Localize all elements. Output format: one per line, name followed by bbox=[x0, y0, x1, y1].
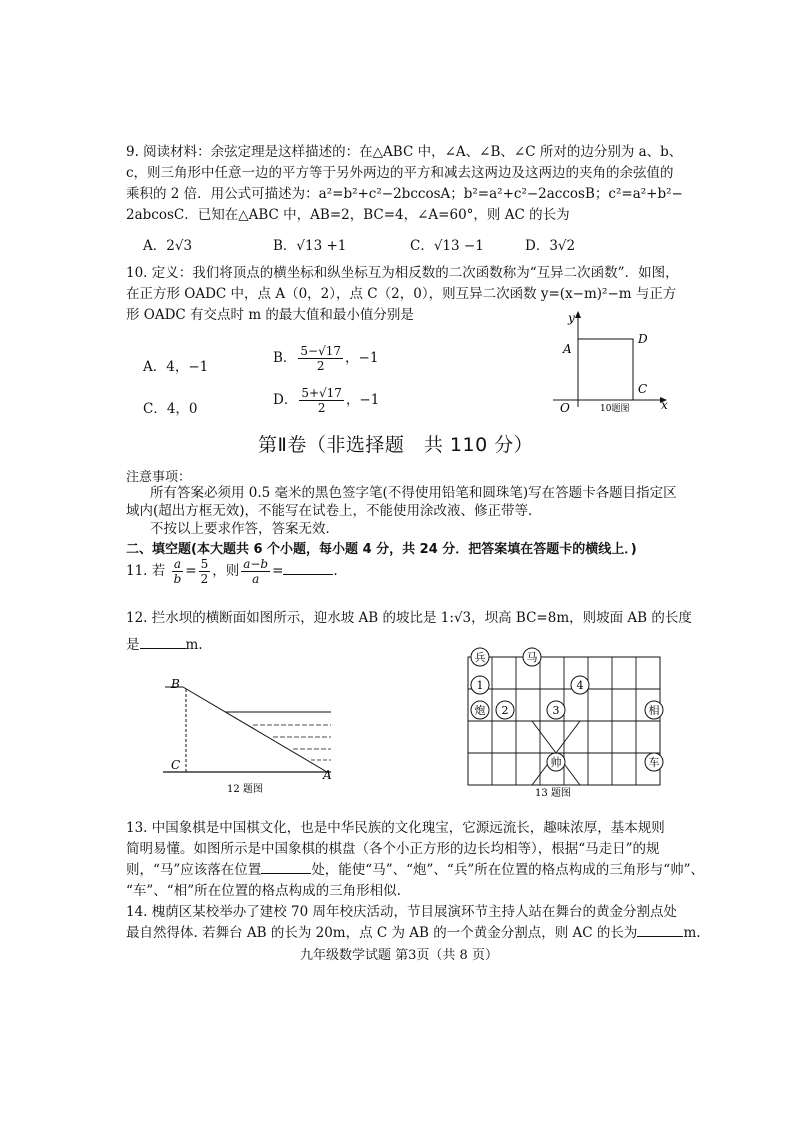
q14-line-2-suffix: m. bbox=[683, 925, 701, 941]
q10-label-a: A bbox=[563, 342, 572, 356]
q14-line-2 bbox=[126, 923, 701, 943]
q11-fraction-3 bbox=[241, 557, 270, 586]
q12-slope-ab bbox=[183, 687, 327, 772]
q9-option-b: B．√13 +1 bbox=[273, 238, 347, 254]
q10-option-d-prefix: D． bbox=[273, 392, 298, 408]
q14-line-1: 14. 槐荫区某校举办了建校 70 周年校庆活动，节目展演环节主持人站在舞台的黄金分割点处 bbox=[126, 904, 678, 920]
q10-option-d bbox=[273, 386, 379, 415]
q13-line-4: “车”、“相”所在位置的格点构成的三角形相似. bbox=[126, 883, 401, 899]
q10-square bbox=[578, 339, 633, 400]
piece-ma bbox=[523, 648, 541, 666]
q10-label-d: D bbox=[638, 332, 648, 346]
q12-line-2-suffix: m. bbox=[185, 637, 203, 653]
q11-f1-den: b bbox=[173, 572, 182, 586]
q13-caption: 13 题图 bbox=[535, 788, 571, 799]
q9-option-d: D．3√2 bbox=[525, 238, 576, 254]
q13-line-3 bbox=[126, 860, 704, 880]
piece-xiang bbox=[645, 701, 663, 719]
q10-option-d-suffix: ，−1 bbox=[345, 392, 380, 408]
piece-bing bbox=[471, 648, 489, 666]
q12-line-1: 12. 拦水坝的横断面如图所示，迎水坡 AB 的坡比是 1:√3，坝高 BC=8m，则坡面 AB 的长度 bbox=[126, 610, 692, 626]
q9-option-c: C．√13 −1 bbox=[410, 238, 484, 254]
q10-option-b-denominator: 2 bbox=[316, 359, 325, 373]
q11-prefix: 11. 若 bbox=[126, 563, 166, 579]
piece-xiang-label: 相 bbox=[648, 704, 660, 717]
position-3 bbox=[547, 701, 565, 719]
q12-label-b: B bbox=[171, 677, 180, 691]
q12-answer-blank[interactable] bbox=[140, 636, 186, 649]
q10-option-d-fraction bbox=[299, 386, 344, 415]
q11-f2-den: 2 bbox=[200, 572, 209, 586]
section-2-title: 第Ⅱ卷（非选择题 共 110 分） bbox=[258, 434, 534, 456]
piece-shuai-label: 帅 bbox=[550, 756, 562, 769]
piece-che bbox=[645, 753, 663, 771]
q12-figure bbox=[155, 675, 345, 800]
page-footer: 九年级数学试题 第3页（共 8 页） bbox=[300, 948, 498, 963]
fill-in-section-title: 二、填空题(本大题共 6 个小题，每小题 4 分，共 24 分．把答案填在答题卡的横线上．) bbox=[126, 542, 637, 557]
q11-f3-den: a bbox=[252, 572, 260, 586]
position-1 bbox=[471, 676, 489, 694]
q9-line-1: 9. 阅读材料：余弦定理是这样描述的：在△ABC 中，∠A、∠B、∠C 所对的边分别为 a、b、 bbox=[126, 144, 683, 160]
q9-line-3: 乘积的 2 倍．用公式可描述为：a²=b²+c²−2bccosA；b²=a²+c²−2accosB；c²=a²+b²− bbox=[126, 186, 683, 202]
position-2 bbox=[496, 701, 514, 719]
q9-line-4: 2abcosC．已知在△ABC 中，AB=2，BC=4，∠A=60°，则 AC 的长为 bbox=[126, 207, 570, 223]
q14-answer-blank[interactable] bbox=[637, 924, 683, 937]
notes-line-1: 所有答案必须用 0.5 毫米的黑色签字笔(不得使用铅笔和圆珠笔)写在答题卡各题目指定区 bbox=[150, 485, 677, 501]
q13-figure bbox=[460, 645, 675, 800]
notes-line-3: 不按以上要求作答，答案无效． bbox=[150, 521, 339, 537]
q10-y-arrow bbox=[575, 311, 581, 318]
q11-eq2: = bbox=[272, 563, 284, 579]
q13-line-2: 简明易懂。如图所示是中国象棋的棋盘（各个小正方形的边长均相等），根据“马走日”的规 bbox=[126, 841, 660, 857]
q11-f2-num: 5 bbox=[200, 557, 209, 571]
q10-option-d-denominator: 2 bbox=[317, 401, 326, 415]
piece-ma-label: 马 bbox=[526, 651, 538, 664]
q10-option-b-prefix: B． bbox=[273, 350, 297, 366]
q12-caption: 12 题图 bbox=[227, 784, 263, 795]
position-3-label: 3 bbox=[552, 704, 560, 717]
q13-answer-blank[interactable] bbox=[261, 861, 311, 874]
q10-option-d-numerator: 5+√17 bbox=[301, 386, 342, 400]
position-1-label: 1 bbox=[476, 679, 484, 692]
q10-option-b-numerator: 5−√17 bbox=[300, 344, 342, 358]
q10-figure bbox=[545, 305, 675, 415]
q13-line-1: 13. 中国象棋是中国棋文化，也是中华民族的文化瑰宝，它源远流长，趣味浓厚，基本规则 bbox=[126, 820, 665, 836]
q11-fraction-1 bbox=[172, 557, 184, 586]
q10-option-b-fraction bbox=[298, 344, 343, 373]
position-4 bbox=[571, 676, 589, 694]
q11 bbox=[126, 557, 338, 586]
piece-che-label: 车 bbox=[648, 756, 660, 769]
q10-option-b bbox=[273, 344, 378, 373]
q9-option-a: A．2√3 bbox=[143, 238, 193, 254]
q10-label-o: O bbox=[560, 401, 570, 415]
q12-label-c: C bbox=[171, 758, 181, 772]
q11-eq1: = bbox=[185, 563, 197, 579]
q10-line-1: 10. 定义：我们将顶点的横坐标和纵坐标互为相反数的二次函数称为“互异二次函数”．如图， bbox=[126, 265, 679, 281]
q11-f1-num: a bbox=[172, 557, 184, 572]
q10-label-x: x bbox=[661, 398, 668, 412]
q10-option-a: A．4，−1 bbox=[143, 359, 209, 375]
q13-line-3-suffix: 处，能使“马”、“炮”、“兵”所在位置的格点构成的三角形与“帅”、 bbox=[311, 862, 705, 878]
q9-line-2: c，则三角形中任意一边的平方等于另外两边的平方和减去这两边及这两边的夹角的余弦值的 bbox=[126, 165, 674, 181]
q11-mid: ，则 bbox=[212, 563, 240, 579]
q10-label-y: y bbox=[568, 311, 575, 325]
piece-pao bbox=[471, 701, 489, 719]
q10-option-c: C．4，0 bbox=[143, 401, 198, 417]
q12-line-2-prefix: 是 bbox=[126, 637, 140, 653]
position-2-label: 2 bbox=[501, 704, 509, 717]
q12-label-a: A bbox=[323, 768, 332, 782]
q11-answer-blank[interactable] bbox=[283, 562, 333, 575]
q13-line-3-prefix: 则，“马”应该落在位置 bbox=[126, 862, 262, 878]
q10-line-3: 形 OADC 有交点时 m 的最大值和最小值分别是 bbox=[126, 307, 414, 323]
q11-f3-num: a−b bbox=[243, 557, 269, 571]
q12-line-2 bbox=[126, 635, 203, 655]
notes-line-2: 域内(超出方框无效)，不能写在试卷上，不能使用涂改液、修正带等． bbox=[126, 503, 542, 519]
position-4-label: 4 bbox=[576, 679, 584, 692]
q10-caption: 10题图 bbox=[600, 404, 630, 414]
piece-shuai bbox=[547, 753, 565, 771]
piece-bing-label: 兵 bbox=[474, 651, 486, 664]
q11-fraction-2 bbox=[199, 557, 211, 586]
piece-pao-label: 炮 bbox=[474, 704, 486, 717]
q14-line-2-prefix: 最自然得体. 若舞台 AB 的长为 20m，点 C 为 AB 的一个黄金分割点，则 AC 的长为 bbox=[126, 925, 638, 941]
q10-line-2: 在正方形 OADC 中，点 A（0，2），点 C（2，0），则互异二次函数 y=(x−m)²−m 与正方 bbox=[126, 286, 677, 302]
q11-end: . bbox=[333, 563, 338, 579]
q10-label-c: C bbox=[638, 382, 648, 396]
notes-title: 注意事项： bbox=[126, 470, 192, 485]
q10-option-b-suffix: ，−1 bbox=[345, 350, 379, 366]
